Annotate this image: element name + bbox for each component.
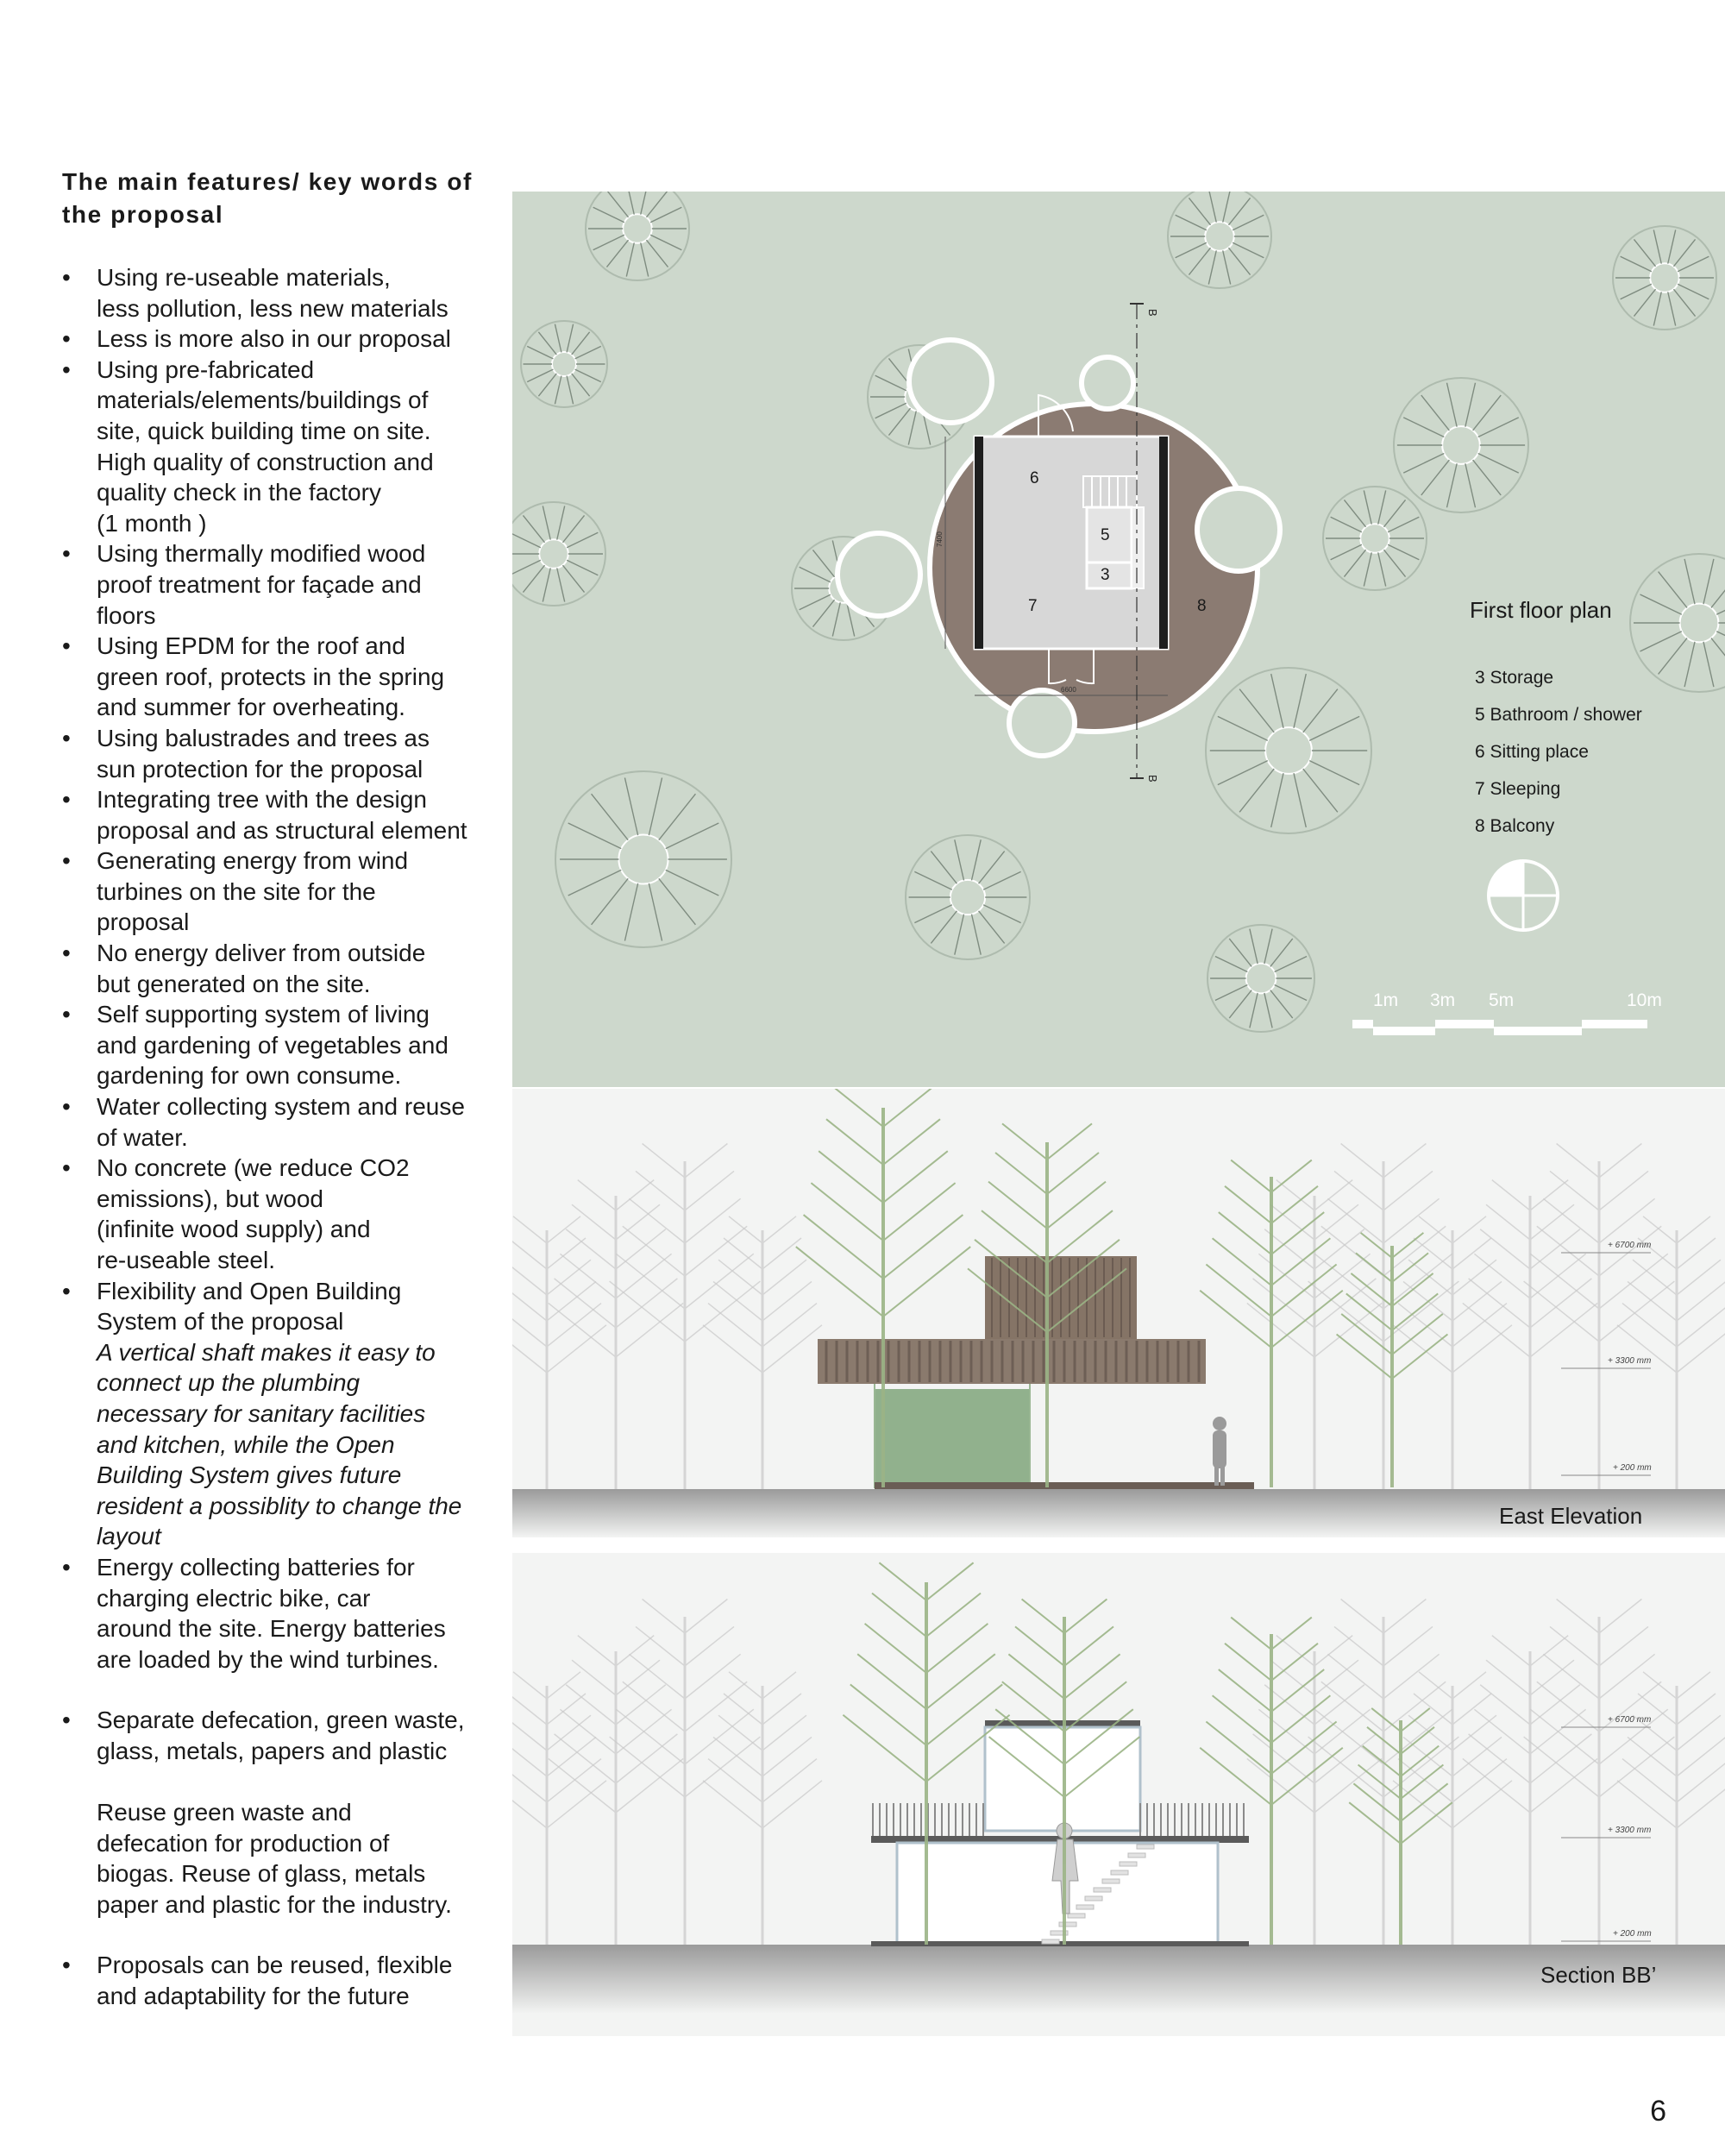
person-silhouette — [1213, 1417, 1226, 1486]
feature-line: (infinite wood supply) and — [97, 1216, 371, 1243]
level-label-3300: + 3300 mm — [1608, 1826, 1652, 1835]
feature-line-italic: Building System gives future — [97, 1461, 402, 1489]
tree-top-icon — [1394, 378, 1528, 512]
tree-top-icon — [906, 835, 1030, 959]
room-label-5: 5 — [1101, 526, 1110, 544]
feature-item — [62, 1552, 511, 1675]
page-number: 6 — [1650, 2095, 1666, 2128]
plan-title: First floor plan — [1470, 597, 1612, 623]
feature-item — [62, 538, 511, 631]
room-label-3: 3 — [1101, 566, 1110, 584]
feature-line: paper and plastic for the industry. — [97, 1890, 452, 1918]
east-elevation-panel — [512, 1089, 1725, 1537]
feature-item — [62, 1091, 511, 1153]
legend-bathroom: 5 Bathroom / shower — [1475, 705, 1642, 725]
scale-bar — [1352, 1020, 1647, 1035]
feature-line: • Proposals can be reused, flexible — [97, 1952, 453, 1979]
feature-line: • Less is more also in our proposal — [97, 325, 451, 353]
level-label-6700: + 6700 mm — [1608, 1715, 1652, 1725]
legend-balcony: 8 Balcony — [1475, 816, 1555, 836]
feature-line: • Flexibility and Open Building — [97, 1277, 402, 1304]
tree-top-icon — [1168, 192, 1271, 288]
feature-line: • Self supporting system of living — [97, 1001, 430, 1028]
feature-line: green roof, protects in the spring — [97, 663, 445, 690]
tree-top-icon — [1206, 668, 1371, 833]
tree-icon — [1524, 1143, 1675, 1489]
scale-label-10m: 10m — [1627, 990, 1662, 1010]
feature-line: • No energy deliver from outside — [97, 940, 426, 967]
level-label-200: + 200 mm — [1613, 1929, 1652, 1939]
north-arrow-icon — [1489, 861, 1558, 930]
tree-icon — [1308, 1143, 1459, 1489]
feature-item — [62, 262, 511, 324]
feature-line: System of the proposal — [97, 1308, 344, 1336]
feature-line: proof treatment for façade and — [97, 570, 422, 598]
feature-item — [62, 1705, 511, 1920]
section-mark-top: B — [1146, 309, 1159, 317]
feature-item — [62, 723, 511, 784]
feature-line: (1 month ) — [97, 509, 207, 537]
feature-line: glass, metals, papers and plastic — [97, 1737, 448, 1764]
legend-sleeping: 7 Sleeping — [1475, 779, 1561, 799]
feature-line: • Separate defecation, green waste, — [97, 1707, 465, 1734]
feature-line: • Using thermally modified wood — [97, 540, 426, 568]
feature-item — [62, 999, 511, 1091]
feature-line: sun protection for the proposal — [97, 755, 423, 783]
features-list — [62, 262, 511, 2012]
tree-icon — [703, 1216, 822, 1489]
feature-line: materials/elements/buildings of — [97, 387, 429, 414]
tree-icon — [512, 1672, 606, 1945]
glass-volume — [875, 1389, 1030, 1487]
tree-top-icon — [1208, 925, 1314, 1032]
feature-line: proposal and as structural element — [97, 816, 467, 844]
scale-label-3m: 3m — [1430, 990, 1456, 1010]
feature-item — [62, 1276, 511, 1552]
tree-icon — [512, 1216, 606, 1489]
feature-line-italic: connect up the plumbing — [97, 1369, 361, 1397]
dimension-depth-text: 7400 — [936, 531, 944, 547]
tree-icon — [1200, 1618, 1343, 1945]
scale-label-1m: 1m — [1373, 990, 1399, 1010]
first-floor-plan-panel — [512, 192, 1725, 1087]
dimension-width-text: 6600 — [1061, 686, 1076, 694]
feature-item — [62, 1950, 511, 2011]
feature-line: • Integrating tree with the design — [97, 786, 427, 814]
feature-line: but generated on the site. — [97, 970, 371, 997]
feature-line: are loaded by the wind turbines. — [97, 1645, 439, 1673]
tree-icon — [610, 1599, 761, 1945]
east-elevation-title: East Elevation — [1499, 1503, 1643, 1529]
feature-text-column — [62, 166, 511, 2012]
feature-line: proposal — [97, 908, 190, 936]
feature-item — [62, 845, 511, 938]
feature-line: • Using EPDM for the roof and — [97, 632, 405, 660]
feature-item — [62, 355, 511, 539]
feature-item — [62, 784, 511, 845]
scale-label-5m: 5m — [1489, 990, 1515, 1010]
legend-sitting: 6 Sitting place — [1475, 742, 1589, 762]
tree-icon — [1524, 1599, 1675, 1945]
feature-line: around the site. Energy batteries — [97, 1615, 446, 1643]
feature-line: charging electric bike, car — [97, 1584, 371, 1612]
tree-icon — [1617, 1672, 1725, 1945]
tree-top-icon — [521, 321, 607, 407]
feature-line: re-useable steel. — [97, 1247, 276, 1273]
section-bb-title: Section BB’ — [1540, 1962, 1657, 1988]
feature-line: site, quick building time on site. — [97, 417, 431, 444]
feature-item — [62, 631, 511, 723]
room-label-8: 8 — [1197, 597, 1207, 615]
feature-item — [62, 1153, 511, 1275]
tree-icon — [1617, 1216, 1725, 1489]
feature-line: • Generating energy from wind — [97, 847, 409, 875]
feature-line: • Energy collecting batteries for — [97, 1553, 415, 1581]
feature-line: and summer for overheating. — [97, 694, 405, 721]
tree-icon — [610, 1143, 761, 1489]
floor-plan-drawing — [512, 192, 1725, 1087]
room-label-7: 7 — [1028, 597, 1038, 615]
east-elevation-drawing — [512, 1089, 1725, 1537]
feature-line: High quality of construction and — [97, 448, 434, 475]
tree-icon — [1393, 1216, 1512, 1489]
feature-line: and adaptability for the future — [97, 1983, 410, 2010]
section-mark-bottom: B — [1146, 775, 1159, 783]
feature-line: • Using balustrades and trees as — [97, 724, 430, 751]
feature-line: defecation for production of — [97, 1829, 390, 1857]
feature-line: • No concrete (we reduce CO2 — [97, 1154, 410, 1182]
feature-line-italic: layout — [97, 1523, 161, 1550]
feature-line: floors — [97, 601, 156, 629]
feature-line-italic: necessary for sanitary facilities — [97, 1399, 426, 1427]
feature-line: turbines on the site for the — [97, 877, 376, 905]
legend-storage: 3 Storage — [1475, 668, 1554, 688]
feature-line: of water. — [97, 1123, 188, 1151]
tree-top-icon — [1630, 554, 1725, 692]
feature-line: quality check in the factory — [97, 479, 381, 506]
tree-top-icon — [1613, 226, 1716, 330]
section-bb-panel — [512, 1553, 1725, 2036]
tree-top-icon — [586, 192, 689, 280]
feature-line: gardening for own consume. — [97, 1062, 402, 1090]
feature-item — [62, 938, 511, 999]
feature-line: and gardening of vegetables and — [97, 1031, 448, 1059]
tree-icon — [1393, 1672, 1512, 1945]
features-heading: The main features/ key words of the proposal — [62, 168, 473, 228]
level-label-200: + 200 mm — [1613, 1463, 1652, 1473]
feature-line-italic: and kitchen, while the Open — [97, 1430, 395, 1458]
feature-line: Reuse green waste and — [97, 1799, 352, 1826]
tree-icon — [703, 1672, 822, 1945]
feature-line: emissions), but wood — [97, 1185, 324, 1212]
level-label-3300: + 3300 mm — [1608, 1356, 1652, 1366]
feature-line: • Using re-useable materials, — [97, 264, 391, 291]
feature-line-italic: resident a possiblity to change the — [97, 1492, 462, 1519]
tree-top-icon — [512, 502, 605, 606]
room-label-6: 6 — [1030, 469, 1039, 487]
feature-line: • Water collecting system and reuse — [97, 1093, 465, 1121]
feature-line: biogas. Reuse of glass, metals — [97, 1860, 426, 1888]
base-deck — [875, 1482, 1254, 1489]
tree-top-icon — [1323, 487, 1427, 590]
tree-top-icon — [555, 771, 731, 947]
feature-line-italic: A vertical shaft makes it easy to — [97, 1338, 436, 1366]
level-label-6700: + 6700 mm — [1608, 1241, 1652, 1250]
feature-line: less pollution, less new materials — [97, 294, 448, 322]
feature-item — [62, 324, 511, 355]
feature-line — [97, 1767, 511, 1798]
tree-icon — [1308, 1599, 1459, 1945]
feature-line: • Using pre-fabricated — [97, 355, 315, 383]
